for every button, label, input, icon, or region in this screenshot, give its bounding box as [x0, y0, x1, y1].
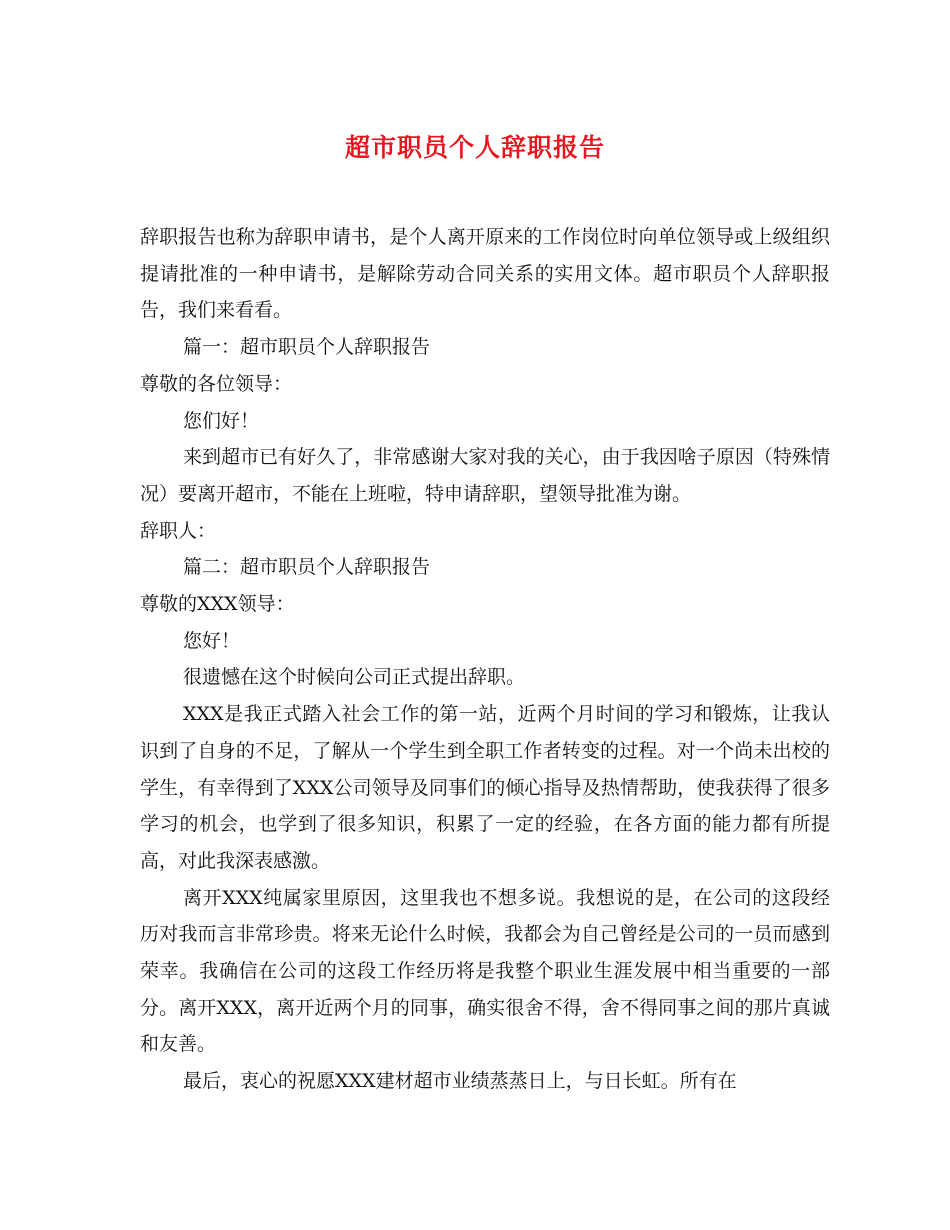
greeting-1: 您们好！	[183, 409, 260, 432]
body-paragraph-4: 离开XXX纯属家里原因，这里我也不想多说。我想说的是，在公司的这段经历对我而言非常珍贵。将来无论什么时候，我都会为自己曾经是公司的一员而感到荣幸。我确信在公司的这段工作经历将是我整个职业生涯发展中相当重要的一部分。离开XXX，离开近两个月的同事，确实很舍不得，舍不得同事之间的那片真诚和友善。	[140, 886, 830, 1056]
body-paragraph-1: 来到超市已有好久了，非常感谢大家对我的关心，由于我因啥子原因（特殊情况）要离开超市，不能在上班啦，特申请辞职，望领导批准为谢。	[140, 446, 830, 505]
salutation-1: 尊敬的各位领导：	[140, 372, 293, 395]
greeting-2: 您好！	[183, 629, 241, 652]
salutation-2: 尊敬的XXX领导：	[140, 593, 295, 616]
body-paragraph-3: XXX是我正式踏入社会工作的第一站，近两个月时间的学习和锻炼，让我认识到了自身的不足，了解从一个学生到全职工作者转变的过程。对一个尚未出校的学生，有幸得到了XXX公司领导及同事们的倾心指导及热情帮助，使我获得了很多学习的机会，也学到了很多知识，积累了一定的经验，在各方面的能力都有所提高，对此我深表感激。	[140, 703, 830, 872]
section-heading-1: 篇一：超市职员个人辞职报告	[183, 336, 431, 359]
signature-label: 辞职人：	[140, 519, 217, 542]
body-paragraph-5: 最后，衷心的祝愿XXX建材超市业绩蒸蒸日上，与日长虹。所有在	[183, 1070, 737, 1093]
document-title: 超市职员个人辞职报告	[344, 133, 605, 162]
body-paragraph-2: 很遗憾在这个时候向公司正式提出辞职。	[183, 666, 526, 689]
intro-paragraph: 辞职报告也称为辞职申请书，是个人离开原来的工作岗位时向单位领导或上级组织提请批准的一种申请书，是解除劳动合同关系的实用文体。超市职员个人辞职报告，我们来看看。	[140, 226, 830, 322]
section-heading-2: 篇二：超市职员个人辞职报告	[183, 556, 431, 579]
document-body	[140, 219, 830, 1100]
